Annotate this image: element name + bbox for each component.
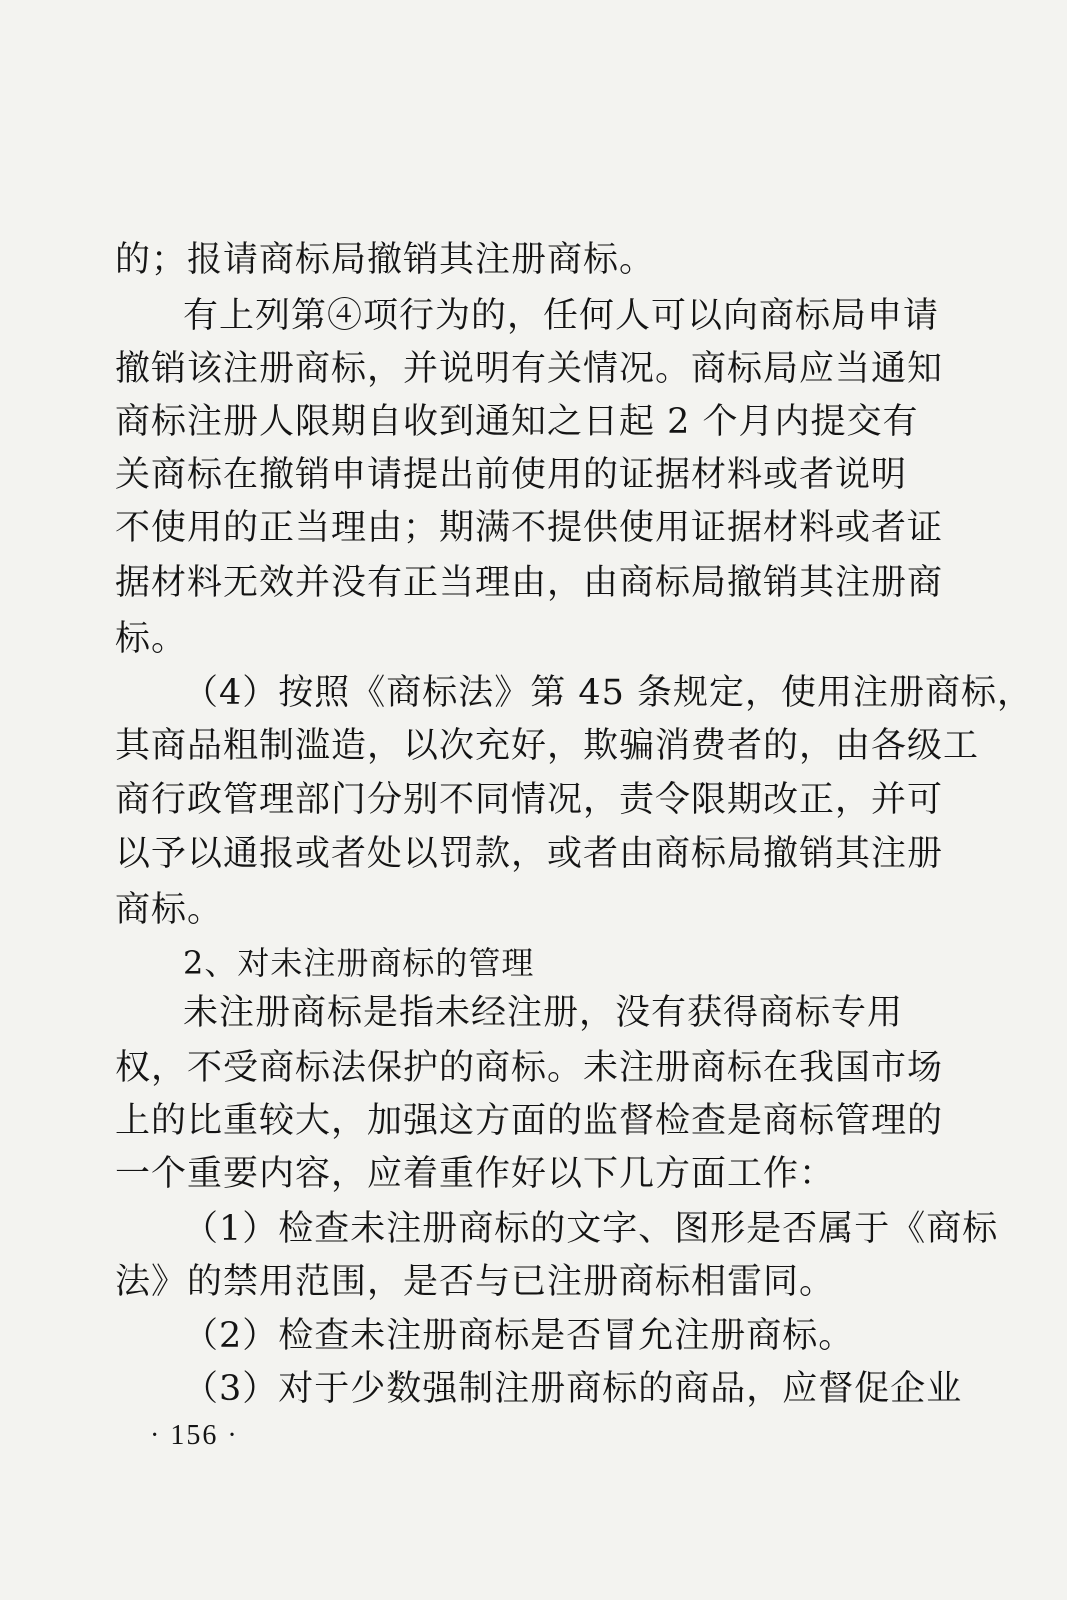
text-line: （1）检查未注册商标的文字、图形是否属于《商标 xyxy=(183,1209,999,1249)
text-line: 未注册商标是指未经注册，没有获得商标专用 xyxy=(183,993,904,1033)
text-line: 法》的禁用范围，是否与已注册商标相雷同。 xyxy=(115,1262,836,1302)
text-line: 商标注册人限期自收到通知之日起 2 个月内提交有 xyxy=(115,402,919,442)
text-line: 有上列第④项行为的，任何人可以向商标局申请 xyxy=(183,296,940,336)
text-line: 的；报请商标局撤销其注册商标。 xyxy=(115,240,656,280)
text-line: 不使用的正当理由；期满不提供使用证据材料或者证 xyxy=(115,508,944,548)
text-line: 以予以通报或者处以罚款，或者由商标局撤销其注册 xyxy=(115,834,944,874)
text-line: 其商品粗制滥造，以次充好，欺骗消费者的，由各级工 xyxy=(115,726,980,766)
section-heading: 2、对未注册商标的管理 xyxy=(183,944,535,982)
text-line: （4）按照《商标法》第 45 条规定，使用注册商标， xyxy=(183,673,1034,713)
page-number: · 156 · xyxy=(150,1420,239,1451)
text-line: 权，不受商标法保护的商标。未注册商标在我国市场 xyxy=(115,1048,944,1088)
text-line: 上的比重较大，加强这方面的监督检查是商标管理的 xyxy=(115,1101,944,1141)
text-line: （2）检查未注册商标是否冒允注册商标。 xyxy=(183,1316,855,1356)
text-line: 商行政管理部门分别不同情况，责令限期改正，并可 xyxy=(115,780,944,820)
text-line: 关商标在撤销申请提出前使用的证据材料或者说明 xyxy=(115,455,908,495)
text-line: 据材料无效并没有正当理由，由商标局撤销其注册商 xyxy=(115,563,944,603)
text-line: 商标。 xyxy=(115,890,224,930)
text-line: 撤销该注册商标，并说明有关情况。商标局应当通知 xyxy=(115,349,944,389)
text-line: 标。 xyxy=(115,619,188,659)
text-line: 一个重要内容，应着重作好以下几方面工作： xyxy=(115,1154,836,1194)
text-line: （3）对于少数强制注册商标的商品，应督促企业 xyxy=(183,1369,963,1409)
